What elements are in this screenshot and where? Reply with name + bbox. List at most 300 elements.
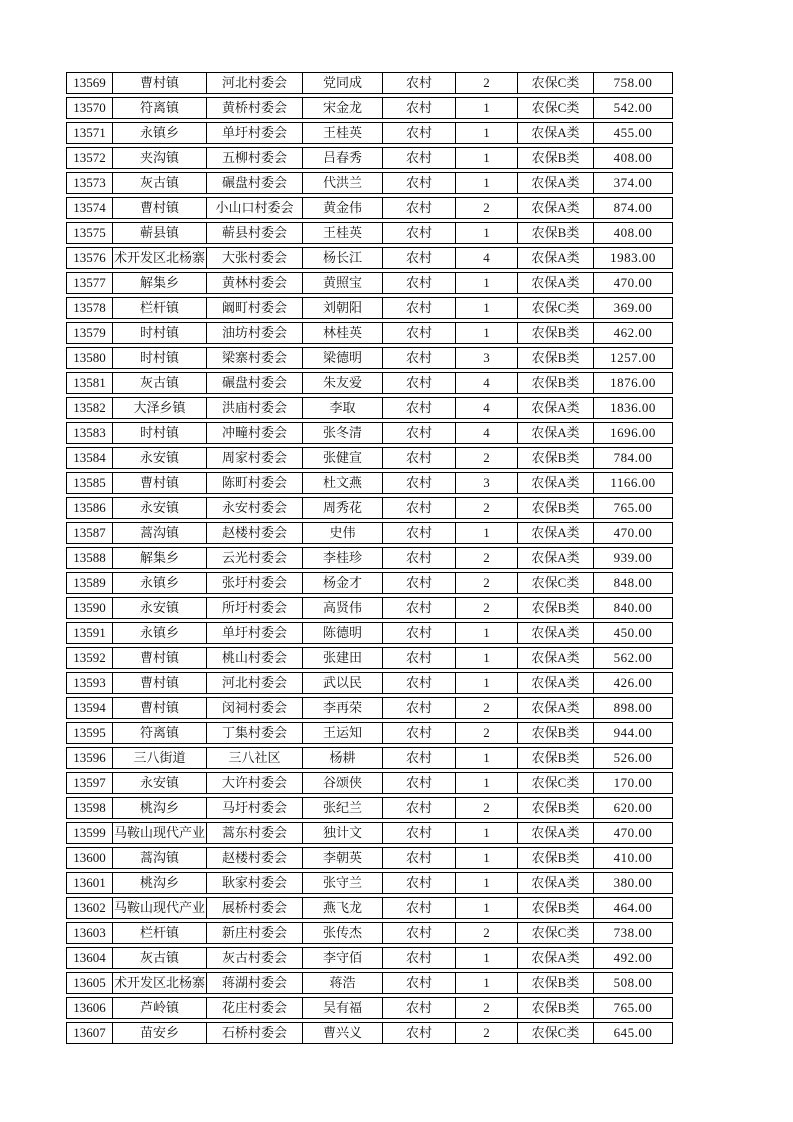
cell-village-committee: 阚町村委会	[206, 298, 302, 318]
cell-amount: 620.00	[593, 798, 672, 818]
cell-village-committee: 石桥村委会	[206, 1023, 302, 1043]
table-row	[66, 797, 673, 819]
cell-residence-type: 农村	[382, 723, 455, 743]
cell-village-committee: 黄桥村委会	[206, 98, 302, 118]
cell-record-id: 13572	[73, 150, 106, 165]
table-row	[66, 447, 673, 469]
cell-residence-type: 农村	[382, 348, 455, 368]
cell-person-name: 杨长江	[302, 248, 382, 268]
cell-person-name: 张冬清	[302, 423, 382, 443]
cell-township: 解集乡	[112, 548, 206, 568]
cell-person-name: 陈德明	[302, 623, 382, 643]
cell-residence-type: 农村	[382, 123, 455, 143]
cell-insurance-category: 农保A类	[517, 823, 593, 843]
cell-township: 三八街道	[112, 748, 206, 768]
table-row	[66, 572, 673, 594]
cell-village-committee: 所圩村委会	[206, 598, 302, 618]
cell-person-name: 李取	[302, 398, 382, 418]
cell-person-count: 1	[455, 123, 517, 143]
cell-record-id: 13593	[73, 675, 106, 690]
cell-amount: 380.00	[593, 873, 672, 893]
cell-person-name: 周秀花	[302, 498, 382, 518]
table-row	[66, 997, 673, 1019]
table-row	[66, 272, 673, 294]
cell-record-id: 13588	[73, 550, 106, 565]
cell-person-name: 杜文燕	[302, 473, 382, 493]
cell-township: 永镇乡	[112, 123, 206, 143]
cell-residence-type: 农村	[382, 423, 455, 443]
cell-record-id: 13598	[73, 800, 106, 815]
cell-person-name: 谷颂侠	[302, 773, 382, 793]
table-row	[66, 722, 673, 744]
cell-insurance-category: 农保B类	[517, 498, 593, 518]
cell-amount: 874.00	[593, 198, 672, 218]
cell-residence-type: 农村	[382, 398, 455, 418]
cell-amount: 470.00	[593, 523, 672, 543]
cell-record-id: 13575	[73, 225, 106, 240]
cell-residence-type: 农村	[382, 323, 455, 343]
cell-residence-type: 农村	[382, 73, 455, 93]
cell-person-count: 1	[455, 223, 517, 243]
cell-person-count: 1	[455, 848, 517, 868]
cell-village-committee: 河北村委会	[206, 673, 302, 693]
table-row	[66, 322, 673, 344]
cell-record-id: 13596	[73, 750, 106, 765]
cell-record-id: 13600	[73, 850, 106, 865]
cell-township: 大泽乡镇	[112, 398, 206, 418]
cell-person-count: 1	[455, 98, 517, 118]
cell-insurance-category: 农保A类	[517, 648, 593, 668]
cell-residence-type: 农村	[382, 648, 455, 668]
cell-person-count: 1	[455, 948, 517, 968]
cell-residence-type: 农村	[382, 548, 455, 568]
cell-person-count: 1	[455, 298, 517, 318]
cell-person-count: 2	[455, 798, 517, 818]
cell-township: 马鞍山现代产业	[112, 898, 206, 918]
cell-record-id: 13604	[73, 950, 106, 965]
cell-person-name: 李朝英	[302, 848, 382, 868]
cell-amount: 508.00	[593, 973, 672, 993]
cell-amount: 1983.00	[593, 248, 672, 268]
table-row	[66, 947, 673, 969]
cell-person-name: 燕飞龙	[302, 898, 382, 918]
cell-person-count: 2	[455, 923, 517, 943]
cell-village-committee: 新庄村委会	[206, 923, 302, 943]
cell-record-id: 13601	[73, 875, 106, 890]
cell-amount: 898.00	[593, 698, 672, 718]
cell-record-id: 13590	[73, 600, 106, 615]
cell-person-count: 2	[455, 498, 517, 518]
cell-residence-type: 农村	[382, 873, 455, 893]
cell-person-name: 张传杰	[302, 923, 382, 943]
cell-amount: 1166.00	[593, 473, 672, 493]
table-row	[66, 122, 673, 144]
cell-village-committee: 碾盘村委会	[206, 373, 302, 393]
cell-amount: 645.00	[593, 1023, 672, 1043]
cell-township: 马鞍山现代产业	[112, 823, 206, 843]
cell-residence-type: 农村	[382, 298, 455, 318]
table-row	[66, 222, 673, 244]
cell-residence-type: 农村	[382, 948, 455, 968]
cell-person-name: 代洪兰	[302, 173, 382, 193]
cell-person-name: 梁德明	[302, 348, 382, 368]
cell-amount: 1876.00	[593, 373, 672, 393]
cell-record-id: 13606	[73, 1000, 106, 1015]
cell-township: 蕲县镇	[112, 223, 206, 243]
cell-township: 解集乡	[112, 273, 206, 293]
cell-township: 灰古镇	[112, 948, 206, 968]
cell-village-committee: 大张村委会	[206, 248, 302, 268]
cell-amount: 450.00	[593, 623, 672, 643]
cell-person-count: 2	[455, 573, 517, 593]
cell-person-count: 1	[455, 273, 517, 293]
cell-amount: 426.00	[593, 673, 672, 693]
cell-residence-type: 农村	[382, 523, 455, 543]
cell-township: 时村镇	[112, 348, 206, 368]
cell-record-id: 13581	[73, 375, 106, 390]
cell-record-id: 13599	[73, 825, 106, 840]
cell-township: 永安镇	[112, 448, 206, 468]
cell-residence-type: 农村	[382, 623, 455, 643]
cell-amount: 784.00	[593, 448, 672, 468]
cell-record-id: 13602	[73, 900, 106, 915]
cell-amount: 765.00	[593, 998, 672, 1018]
table-row	[66, 1022, 673, 1044]
cell-record-id: 13589	[73, 575, 106, 590]
cell-amount: 944.00	[593, 723, 672, 743]
cell-insurance-category: 农保A类	[517, 948, 593, 968]
cell-residence-type: 农村	[382, 598, 455, 618]
cell-insurance-category: 农保A类	[517, 173, 593, 193]
cell-record-id: 13571	[73, 125, 106, 140]
cell-amount: 408.00	[593, 148, 672, 168]
cell-record-id: 13582	[73, 400, 106, 415]
cell-township: 曹村镇	[112, 473, 206, 493]
cell-record-id: 13578	[73, 300, 106, 315]
cell-village-committee: 周家村委会	[206, 448, 302, 468]
table-row	[66, 72, 673, 94]
cell-residence-type: 农村	[382, 498, 455, 518]
cell-person-count: 1	[455, 748, 517, 768]
cell-township: 灰古镇	[112, 173, 206, 193]
cell-insurance-category: 农保A类	[517, 123, 593, 143]
cell-insurance-category: 农保B类	[517, 798, 593, 818]
cell-record-id: 13577	[73, 275, 106, 290]
table-row	[66, 422, 673, 444]
cell-insurance-category: 农保A类	[517, 398, 593, 418]
cell-person-count: 2	[455, 1023, 517, 1043]
cell-township: 曹村镇	[112, 198, 206, 218]
cell-record-id: 13569	[73, 75, 106, 90]
cell-person-count: 3	[455, 473, 517, 493]
cell-insurance-category: 农保B类	[517, 748, 593, 768]
table-row	[66, 172, 673, 194]
cell-residence-type: 农村	[382, 573, 455, 593]
cell-record-id: 13585	[73, 475, 106, 490]
cell-person-count: 1	[455, 523, 517, 543]
cell-person-count: 1	[455, 773, 517, 793]
cell-person-name: 曹兴义	[302, 1023, 382, 1043]
cell-person-count: 4	[455, 398, 517, 418]
cell-village-committee: 蒿东村委会	[206, 823, 302, 843]
cell-person-name: 杨金才	[302, 573, 382, 593]
cell-township: 永镇乡	[112, 623, 206, 643]
cell-person-name: 吕春秀	[302, 148, 382, 168]
cell-residence-type: 农村	[382, 273, 455, 293]
cell-record-id: 13580	[73, 350, 106, 365]
cell-village-committee: 永安村委会	[206, 498, 302, 518]
cell-person-count: 4	[455, 248, 517, 268]
cell-village-committee: 梁寨村委会	[206, 348, 302, 368]
cell-amount: 470.00	[593, 273, 672, 293]
cell-insurance-category: 农保B类	[517, 448, 593, 468]
cell-person-name: 吴有福	[302, 998, 382, 1018]
cell-township: 永安镇	[112, 498, 206, 518]
cell-insurance-category: 农保C类	[517, 1023, 593, 1043]
cell-person-name: 刘朝阳	[302, 298, 382, 318]
cell-record-id: 13579	[73, 325, 106, 340]
cell-person-count: 1	[455, 873, 517, 893]
cell-residence-type: 农村	[382, 973, 455, 993]
cell-person-name: 李守佰	[302, 948, 382, 968]
cell-residence-type: 农村	[382, 448, 455, 468]
cell-insurance-category: 农保B类	[517, 898, 593, 918]
cell-residence-type: 农村	[382, 698, 455, 718]
cell-residence-type: 农村	[382, 823, 455, 843]
cell-person-count: 2	[455, 998, 517, 1018]
cell-person-name: 王运知	[302, 723, 382, 743]
cell-person-count: 2	[455, 198, 517, 218]
cell-village-committee: 陈町村委会	[206, 473, 302, 493]
cell-township: 时村镇	[112, 423, 206, 443]
cell-person-count: 2	[455, 73, 517, 93]
cell-person-name: 朱友爱	[302, 373, 382, 393]
cell-person-name: 张纪兰	[302, 798, 382, 818]
cell-amount: 462.00	[593, 323, 672, 343]
cell-village-committee: 丁集村委会	[206, 723, 302, 743]
cell-township: 栏杆镇	[112, 923, 206, 943]
cell-record-id: 13605	[73, 975, 106, 990]
cell-insurance-category: 农保A类	[517, 623, 593, 643]
cell-record-id: 13607	[73, 1025, 106, 1040]
cell-person-count: 1	[455, 323, 517, 343]
table-row	[66, 547, 673, 569]
table-row	[66, 197, 673, 219]
cell-insurance-category: 农保B类	[517, 973, 593, 993]
table-row	[66, 522, 673, 544]
cell-record-id: 13592	[73, 650, 106, 665]
cell-person-name: 高贤伟	[302, 598, 382, 618]
cell-residence-type: 农村	[382, 223, 455, 243]
cell-insurance-category: 农保B类	[517, 598, 593, 618]
cell-township: 术开发区北杨寨	[112, 973, 206, 993]
cell-amount: 562.00	[593, 648, 672, 668]
cell-township: 灰古镇	[112, 373, 206, 393]
cell-village-committee: 耿家村委会	[206, 873, 302, 893]
cell-person-count: 1	[455, 673, 517, 693]
table-row	[66, 897, 673, 919]
cell-village-committee: 展桥村委会	[206, 898, 302, 918]
cell-insurance-category: 农保A类	[517, 873, 593, 893]
cell-residence-type: 农村	[382, 1023, 455, 1043]
cell-insurance-category: 农保C类	[517, 298, 593, 318]
cell-person-count: 1	[455, 973, 517, 993]
cell-person-count: 1	[455, 623, 517, 643]
table-row	[66, 647, 673, 669]
cell-township: 蒿沟镇	[112, 848, 206, 868]
table-row	[66, 472, 673, 494]
table-row	[66, 347, 673, 369]
cell-amount: 455.00	[593, 123, 672, 143]
cell-residence-type: 农村	[382, 748, 455, 768]
cell-township: 夹沟镇	[112, 148, 206, 168]
cell-record-id: 13574	[73, 200, 106, 215]
cell-record-id: 13570	[73, 100, 106, 115]
table-row	[66, 972, 673, 994]
cell-residence-type: 农村	[382, 923, 455, 943]
cell-person-name: 王桂英	[302, 223, 382, 243]
cell-township: 曹村镇	[112, 673, 206, 693]
cell-township: 曹村镇	[112, 648, 206, 668]
cell-township: 曹村镇	[112, 73, 206, 93]
cell-person-name: 林桂英	[302, 323, 382, 343]
cell-person-name: 黄金伟	[302, 198, 382, 218]
cell-township: 桃沟乡	[112, 873, 206, 893]
cell-insurance-category: 农保B类	[517, 348, 593, 368]
cell-record-id: 13594	[73, 700, 106, 715]
cell-insurance-category: 农保A类	[517, 673, 593, 693]
cell-record-id: 13591	[73, 625, 106, 640]
cell-insurance-category: 农保A类	[517, 248, 593, 268]
cell-village-committee: 洪庙村委会	[206, 398, 302, 418]
table-row	[66, 872, 673, 894]
cell-record-id: 13576	[73, 250, 106, 265]
cell-person-name: 黄照宝	[302, 273, 382, 293]
cell-residence-type: 农村	[382, 773, 455, 793]
cell-insurance-category: 农保C类	[517, 573, 593, 593]
cell-record-id: 13586	[73, 500, 106, 515]
cell-record-id: 13603	[73, 925, 106, 940]
cell-township: 曹村镇	[112, 698, 206, 718]
table-row	[66, 297, 673, 319]
cell-record-id: 13595	[73, 725, 106, 740]
cell-village-committee: 黄林村委会	[206, 273, 302, 293]
cell-village-committee: 三八社区	[206, 748, 302, 768]
cell-amount: 758.00	[593, 73, 672, 93]
cell-amount: 492.00	[593, 948, 672, 968]
table-row	[66, 622, 673, 644]
cell-village-committee: 冲疃村委会	[206, 423, 302, 443]
cell-person-name: 张健宣	[302, 448, 382, 468]
cell-township: 永安镇	[112, 773, 206, 793]
cell-insurance-category: 农保B类	[517, 323, 593, 343]
cell-village-committee: 马圩村委会	[206, 798, 302, 818]
cell-insurance-category: 农保A类	[517, 273, 593, 293]
cell-person-count: 2	[455, 723, 517, 743]
cell-person-count: 1	[455, 173, 517, 193]
cell-residence-type: 农村	[382, 173, 455, 193]
cell-record-id: 13583	[73, 425, 106, 440]
cell-person-count: 1	[455, 148, 517, 168]
cell-insurance-category: 农保B类	[517, 848, 593, 868]
cell-residence-type: 农村	[382, 98, 455, 118]
cell-amount: 1257.00	[593, 348, 672, 368]
cell-residence-type: 农村	[382, 198, 455, 218]
cell-person-count: 2	[455, 448, 517, 468]
cell-residence-type: 农村	[382, 848, 455, 868]
cell-township: 苗安乡	[112, 1023, 206, 1043]
cell-insurance-category: 农保A类	[517, 548, 593, 568]
cell-residence-type: 农村	[382, 248, 455, 268]
cell-village-committee: 桃山村委会	[206, 648, 302, 668]
cell-amount: 464.00	[593, 898, 672, 918]
cell-insurance-category: 农保A类	[517, 698, 593, 718]
cell-amount: 939.00	[593, 548, 672, 568]
cell-village-committee: 闵祠村委会	[206, 698, 302, 718]
cell-record-id: 13597	[73, 775, 106, 790]
cell-insurance-category: 农保A类	[517, 198, 593, 218]
cell-amount: 542.00	[593, 98, 672, 118]
cell-person-name: 史伟	[302, 523, 382, 543]
cell-village-committee: 张圩村委会	[206, 573, 302, 593]
cell-township: 芦岭镇	[112, 998, 206, 1018]
cell-village-committee: 碾盘村委会	[206, 173, 302, 193]
cell-amount: 1696.00	[593, 423, 672, 443]
cell-person-name: 武以民	[302, 673, 382, 693]
cell-township: 蒿沟镇	[112, 523, 206, 543]
cell-residence-type: 农村	[382, 473, 455, 493]
cell-township: 符离镇	[112, 98, 206, 118]
cell-village-committee: 赵楼村委会	[206, 848, 302, 868]
cell-person-count: 2	[455, 698, 517, 718]
cell-insurance-category: 农保B类	[517, 723, 593, 743]
cell-village-committee: 蒋湖村委会	[206, 973, 302, 993]
cell-insurance-category: 农保B类	[517, 223, 593, 243]
cell-amount: 1836.00	[593, 398, 672, 418]
cell-person-count: 4	[455, 423, 517, 443]
cell-person-name: 王桂英	[302, 123, 382, 143]
records-table	[66, 72, 673, 1047]
cell-village-committee: 五柳村委会	[206, 148, 302, 168]
cell-insurance-category: 农保A类	[517, 423, 593, 443]
table-row	[66, 97, 673, 119]
cell-insurance-category: 农保B类	[517, 148, 593, 168]
cell-person-count: 1	[455, 648, 517, 668]
cell-insurance-category: 农保B类	[517, 998, 593, 1018]
cell-village-committee: 大许村委会	[206, 773, 302, 793]
cell-insurance-category: 农保A类	[517, 523, 593, 543]
cell-person-name: 蒋浩	[302, 973, 382, 993]
cell-township: 术开发区北杨寨	[112, 248, 206, 268]
cell-record-id: 13584	[73, 450, 106, 465]
cell-village-committee: 赵楼村委会	[206, 523, 302, 543]
cell-person-name: 李再荣	[302, 698, 382, 718]
cell-insurance-category: 农保A类	[517, 473, 593, 493]
cell-township: 符离镇	[112, 723, 206, 743]
cell-insurance-category: 农保C类	[517, 773, 593, 793]
cell-person-name: 独计文	[302, 823, 382, 843]
cell-township: 桃沟乡	[112, 798, 206, 818]
cell-township: 永镇乡	[112, 573, 206, 593]
cell-amount: 410.00	[593, 848, 672, 868]
cell-amount: 374.00	[593, 173, 672, 193]
cell-amount: 765.00	[593, 498, 672, 518]
cell-residence-type: 农村	[382, 898, 455, 918]
cell-insurance-category: 农保C类	[517, 98, 593, 118]
table-row	[66, 372, 673, 394]
cell-residence-type: 农村	[382, 798, 455, 818]
cell-record-id: 13587	[73, 525, 106, 540]
